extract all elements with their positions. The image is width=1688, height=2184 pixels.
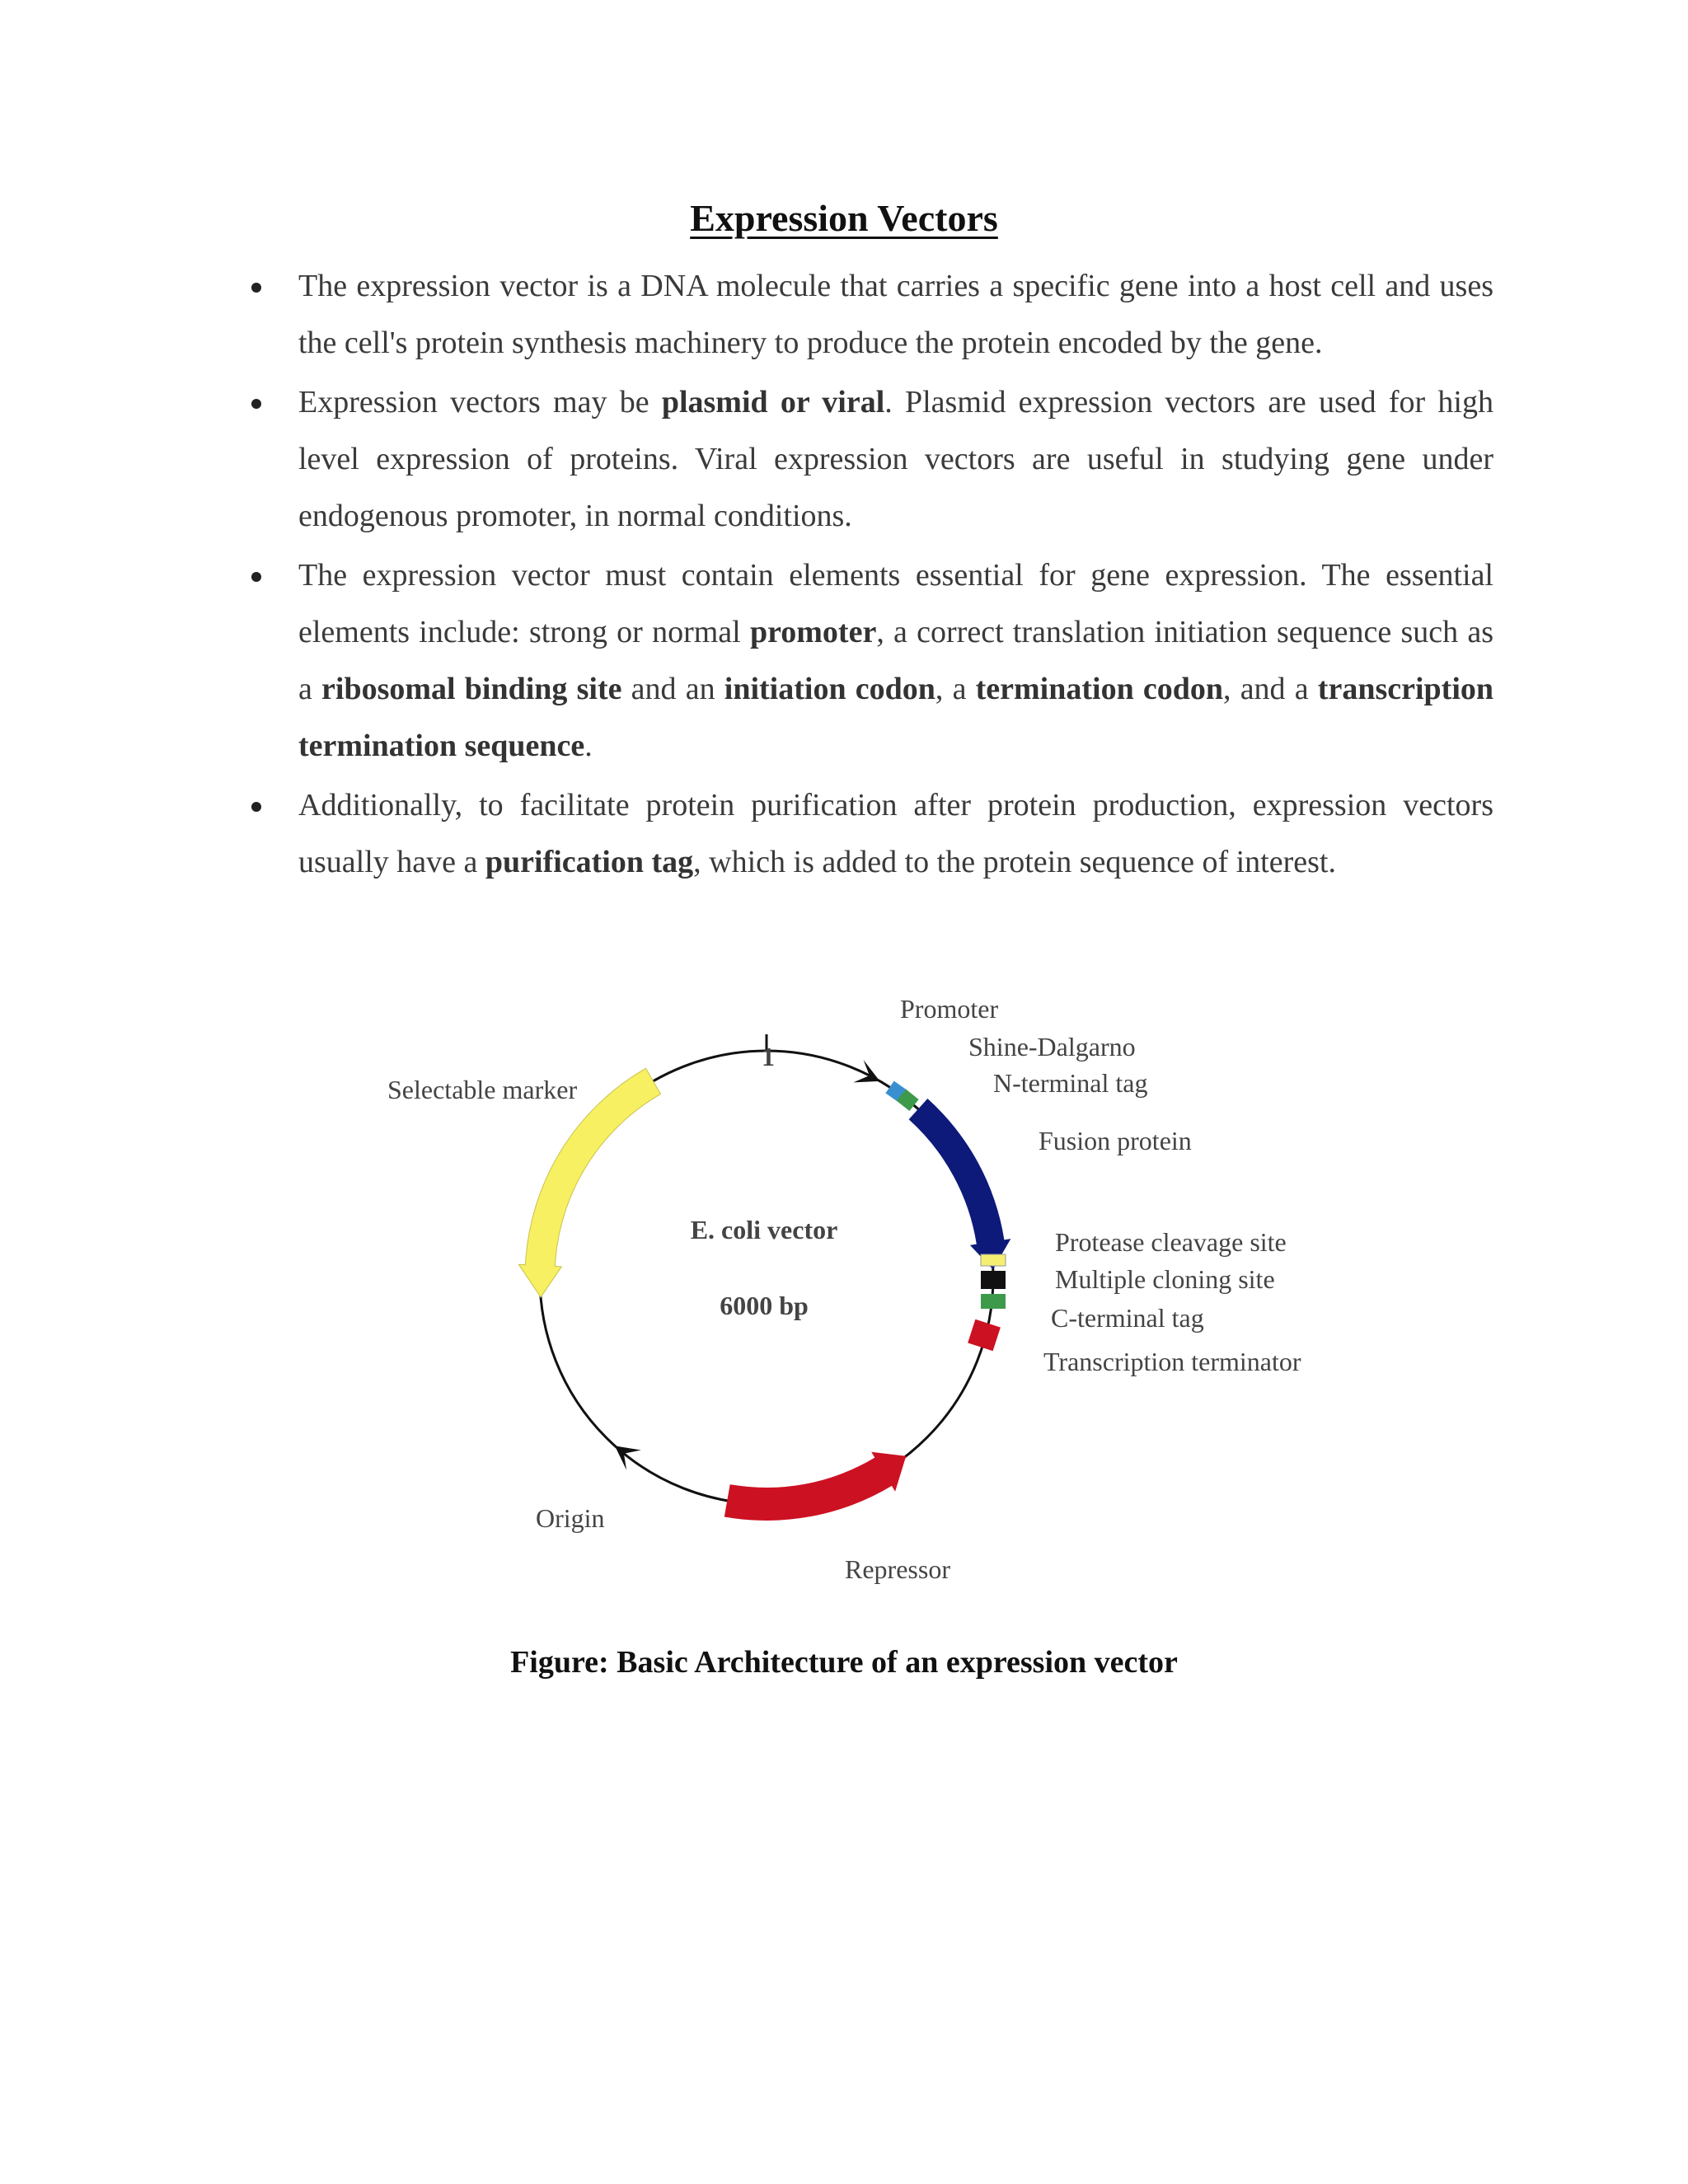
protease-site-box <box>981 1254 1006 1266</box>
label-selectable-marker: Selectable marker <box>387 1075 578 1104</box>
bullet-item <box>244 258 1493 372</box>
bold-term: termination codon <box>975 672 1224 706</box>
terminator-box <box>968 1319 1001 1351</box>
repressor-arrow <box>724 1452 907 1521</box>
bullet-item <box>244 777 1493 891</box>
position-marker: 1 <box>762 1042 775 1071</box>
fusion-protein-arrow <box>909 1099 1011 1269</box>
text-run: The expression vector is a DNA molecule that carries a specific gene into a host cell and uses the cell's protein synthesis machinery to produce the protein encoded by the gene. <box>298 269 1493 360</box>
label-transcription-terminator: Transcription terminator <box>1043 1347 1301 1376</box>
c-terminal-tag-box <box>981 1294 1006 1309</box>
label-shine-dalgarno: Shine-Dalgarno <box>968 1032 1136 1062</box>
label-promoter: Promoter <box>900 994 999 1024</box>
text-run: , a correct translation initiation sequence such as a <box>298 615 1493 706</box>
text-run: . Plasmid expression vectors are used for high level expression of proteins. Viral expression vectors are useful in studying gene under endogenous promoter, in normal conditions. <box>298 385 1493 533</box>
text-run: , and a <box>1223 672 1318 706</box>
bold-term: initiation codon <box>724 672 935 706</box>
label-n-terminal-tag: N-terminal tag <box>993 1068 1148 1098</box>
text-run: and an <box>621 672 724 706</box>
label-protease-cleavage-site: Protease cleavage site <box>1055 1227 1287 1257</box>
text-run: The expression vector must contain elements essential for gene expression. The essential elements include: strong or normal <box>298 558 1493 649</box>
bold-term: plasmid or viral <box>661 385 885 419</box>
vector-name: E. coli vector <box>690 1215 838 1244</box>
label-multiple-cloning-site: Multiple cloning site <box>1055 1264 1275 1294</box>
plasmid-map <box>363 977 1335 1603</box>
bold-term: ribosomal binding site <box>321 672 622 706</box>
label-c-terminal-tag: C-terminal tag <box>1051 1303 1204 1333</box>
text-run: . <box>584 729 593 763</box>
bold-term: transcription termination sequence <box>298 672 1494 763</box>
bullet-item <box>244 374 1493 545</box>
label-fusion-protein: Fusion protein <box>1039 1126 1192 1155</box>
bold-term: promoter <box>749 615 877 649</box>
text-run: , a <box>935 672 976 706</box>
bold-term: purification tag <box>485 845 694 879</box>
vector-size: 6000 bp <box>720 1291 809 1320</box>
vector-figure <box>363 977 1335 1603</box>
text-run: Expression vectors may be <box>298 385 662 419</box>
bullet-item <box>244 547 1493 775</box>
text-run: , which is added to the protein sequence of interest. <box>693 845 1336 879</box>
label-repressor: Repressor <box>845 1554 950 1584</box>
figure-caption: Figure: Basic Architecture of an expression vector <box>510 1645 1178 1680</box>
label-origin: Origin <box>536 1503 605 1533</box>
promoter-arrowhead <box>853 1060 879 1082</box>
page-title: Expression Vectors <box>690 197 998 239</box>
mcs-box <box>981 1271 1006 1289</box>
text-run: Additionally, to facilitate protein purification after protein production, expression vectors usually have a <box>298 788 1493 879</box>
bullet-list <box>244 258 1493 893</box>
